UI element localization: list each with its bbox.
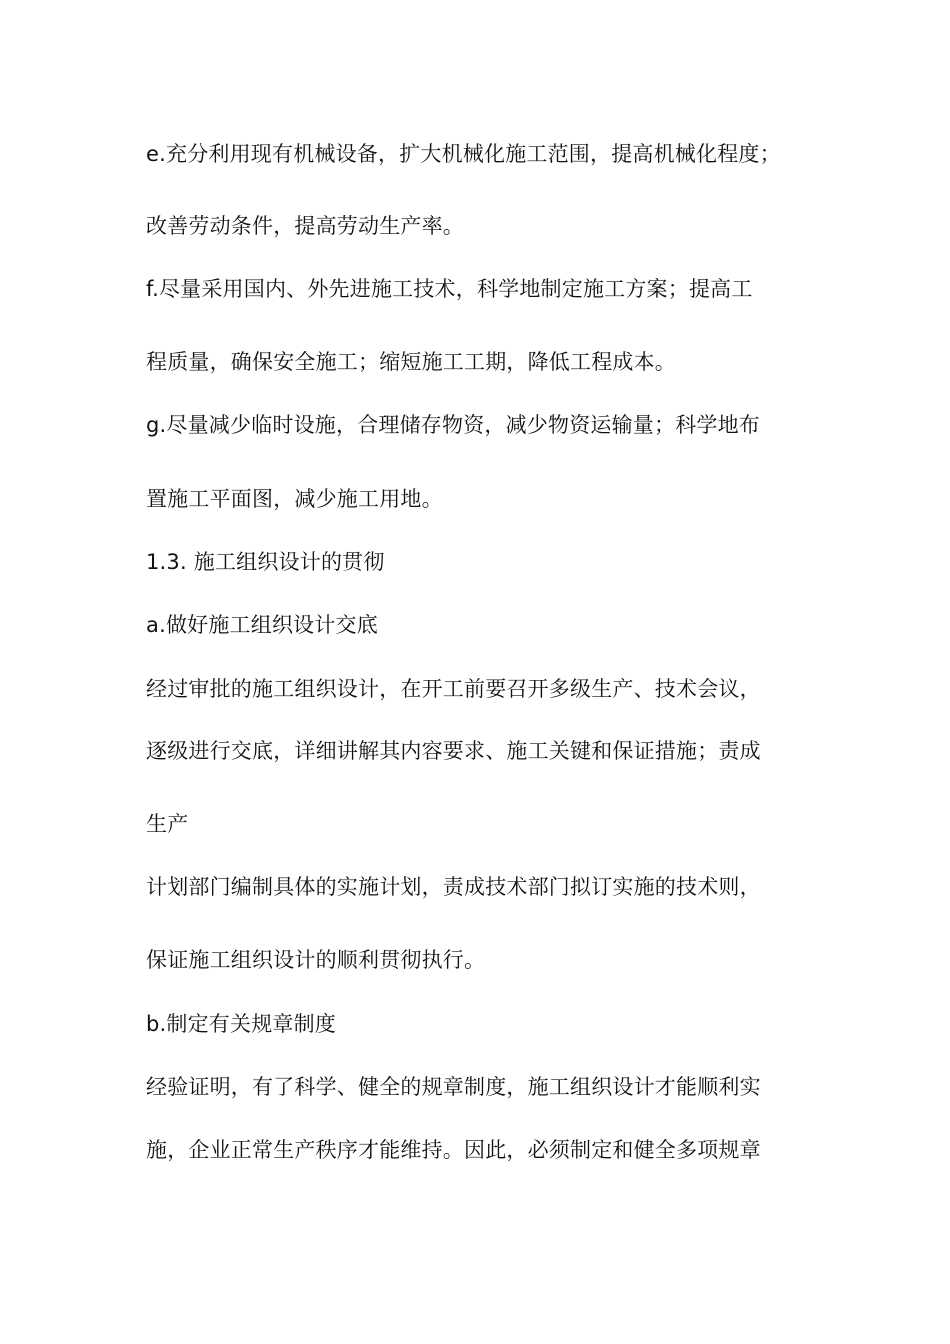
text-line-b-2: 施，企业正常生产秩序才能维持。因此，必须制定和健全多项规章	[146, 1138, 761, 1162]
subheading-a: a.做好施工组织设计交底	[146, 613, 378, 637]
subheading-b: b.制定有关规章制度	[146, 1012, 337, 1036]
text-line-e-2: 改善劳动条件，提高劳动生产率。	[146, 214, 464, 238]
text-line-e-1: e.充分利用现有机械设备，扩大机械化施工范围，提高机械化程度；	[146, 142, 781, 166]
text-line-a-1: 经过审批的施工组织设计，在开工前要召开多级生产、技术会议，	[146, 677, 761, 701]
text-line-a-2: 逐级进行交底，详细讲解其内容要求、施工关键和保证措施；责成	[146, 739, 761, 763]
text-line-g-2: 置施工平面图，减少施工用地。	[146, 487, 443, 511]
text-line-f-2: 程质量，确保安全施工；缩短施工工期，降低工程成本。	[146, 350, 676, 374]
text-line-a-4: 计划部门编制具体的实施计划，责成技术部门拟订实施的技术则，	[146, 875, 761, 899]
text-line-g-1: g.尽量减少临时设施，合理储存物资，减少物资运输量；科学地布	[146, 413, 761, 437]
section-heading-1-3: 1.3. 施工组织设计的贯彻	[146, 550, 385, 574]
text-line-a-5: 保证施工组织设计的顺利贯彻执行。	[146, 948, 486, 972]
text-line-f-1: f.尽量采用国内、外先进施工技术，科学地制定施工方案；提高工	[146, 277, 753, 301]
text-line-a-3: 生产	[146, 812, 189, 836]
text-line-b-1: 经验证明，有了科学、健全的规章制度，施工组织设计才能顺利实	[146, 1075, 761, 1099]
